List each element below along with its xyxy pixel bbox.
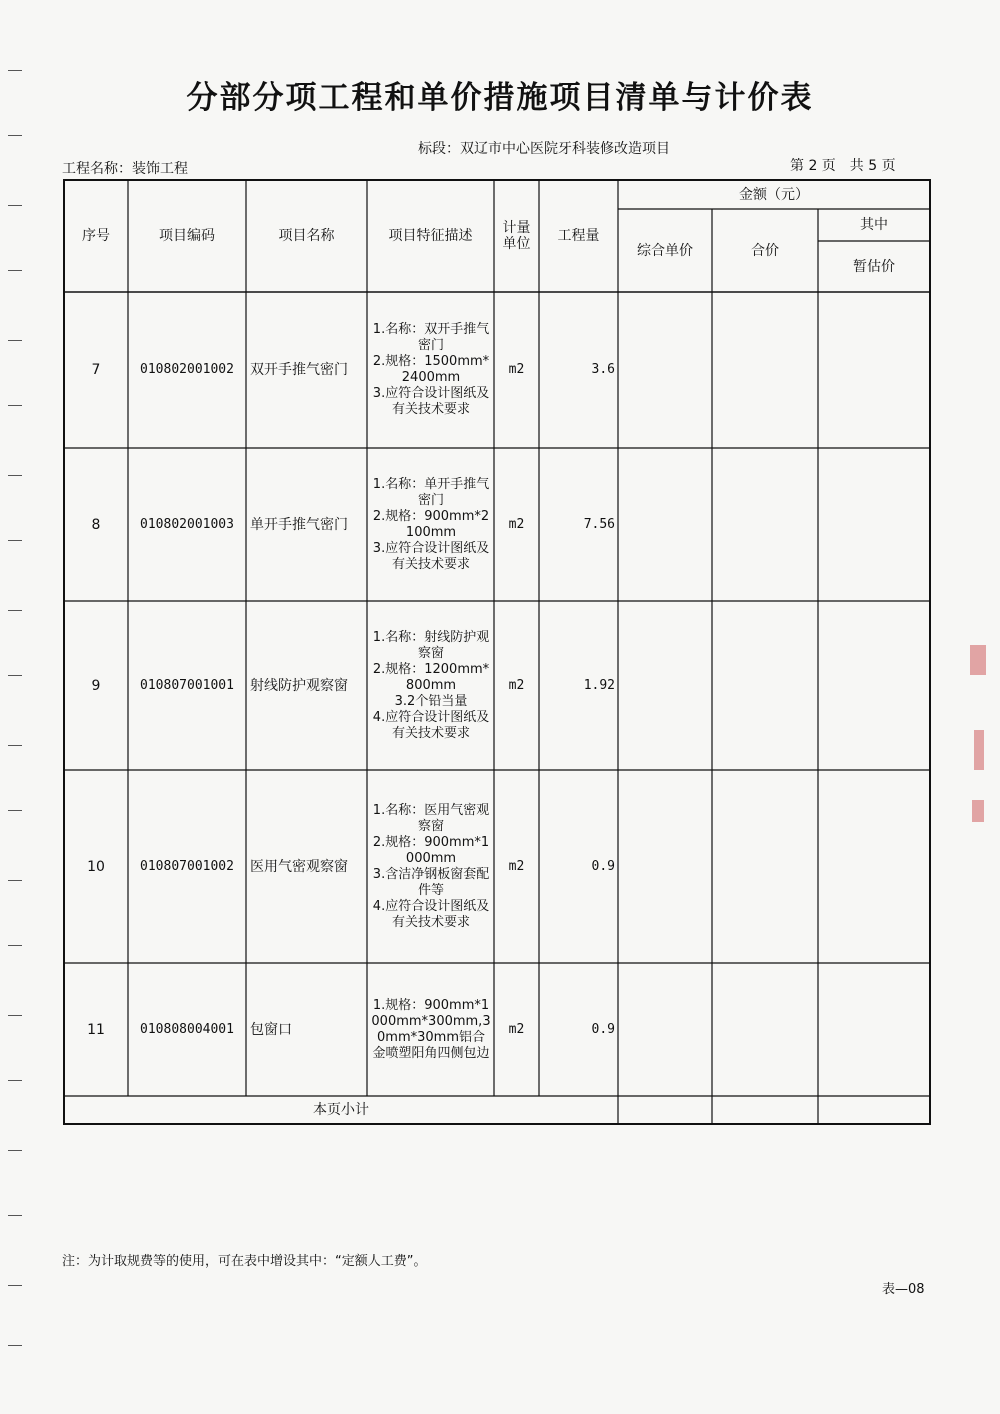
row-unit: m2 [508,1021,525,1037]
header-provisional: 暂估价 [853,258,895,275]
row-qty: 0.9 [591,1021,615,1037]
form-number: 表—08 [882,1282,925,1297]
row-qty: 0.9 [591,858,615,874]
row-desc: 1.名称：射线防护观察窗 2.规格：1200mm*800mm 3.2个铅当量 4.应符合设计图纸及有关技术要求 [372,629,490,741]
row-code: 010808004001 [140,1021,234,1037]
row-unit: m2 [508,677,525,693]
row-seq: 8 [91,516,101,533]
header-name: 项目名称 [278,228,335,244]
row-seq: 10 [87,858,105,875]
row-name: 医用气密观察窗 [250,858,348,875]
header-seq: 序号 [82,228,110,244]
row-name: 双开手推气密门 [250,362,348,378]
row-qty: 3.6 [591,362,615,377]
row-code: 010802001002 [140,362,234,377]
row-code: 010807001002 [140,858,234,874]
row-desc: 1.名称：单开手推气密门 2.规格：900mm*2100mm 3.应符合设计图纸及有关技术要求 [372,476,490,572]
header-desc: 项目特征描述 [388,228,473,244]
row-desc: 1.名称：双开手推气密门 2.规格：1500mm*2400mm 3.应符合设计图纸及有关技术要求 [372,322,490,417]
header-qty: 工程量 [557,228,600,244]
row-code: 010807001001 [140,677,234,693]
row-code: 010802001003 [140,516,234,532]
row-seq: 9 [91,677,101,694]
header-code: 项目编码 [159,228,215,244]
project-name: 工程名称：装饰工程 [62,161,188,177]
row-qty: 7.56 [583,516,615,532]
row-name: 射线防护观察窗 [250,677,348,694]
header-of-which: 其中 [860,217,888,233]
subtotal-label: 本页小计 [313,1102,369,1118]
footer-note: 注：为计取规费等的使用，可在表中增设其中：“定额人工费”。 [62,1254,427,1269]
header-amount: 金额（元） [739,186,809,203]
header-total: 合价 [751,242,779,259]
section-name: 标段：双辽市中心医院牙科装修改造项目 [418,141,670,157]
row-unit: m2 [508,516,525,532]
row-desc: 1.名称：医用气密观察窗 2.规格：900mm*1000mm 3.含洁净钢板窗套配件等 4.应符合设计图纸及有关技术要求 [372,802,490,930]
row-name: 单开手推气密门 [250,516,348,533]
page-title: 分部分项工程和单价措施项目清单与计价表 [186,80,814,116]
header-unit: 计量 单位 [502,220,531,252]
row-unit: m2 [508,362,525,377]
row-unit: m2 [508,858,525,874]
page-number: 第 2 页 共 5 页 [790,158,896,174]
header-unit-price: 综合单价 [637,242,693,259]
row-seq: 7 [91,362,101,378]
row-desc: 1.规格：900mm*1000mm*300mm,30mm*30mm铝合金喷塑阳角四侧包边 [371,997,491,1061]
row-qty: 1.92 [583,677,615,693]
row-seq: 11 [87,1021,105,1038]
row-name: 包窗口 [250,1021,292,1038]
